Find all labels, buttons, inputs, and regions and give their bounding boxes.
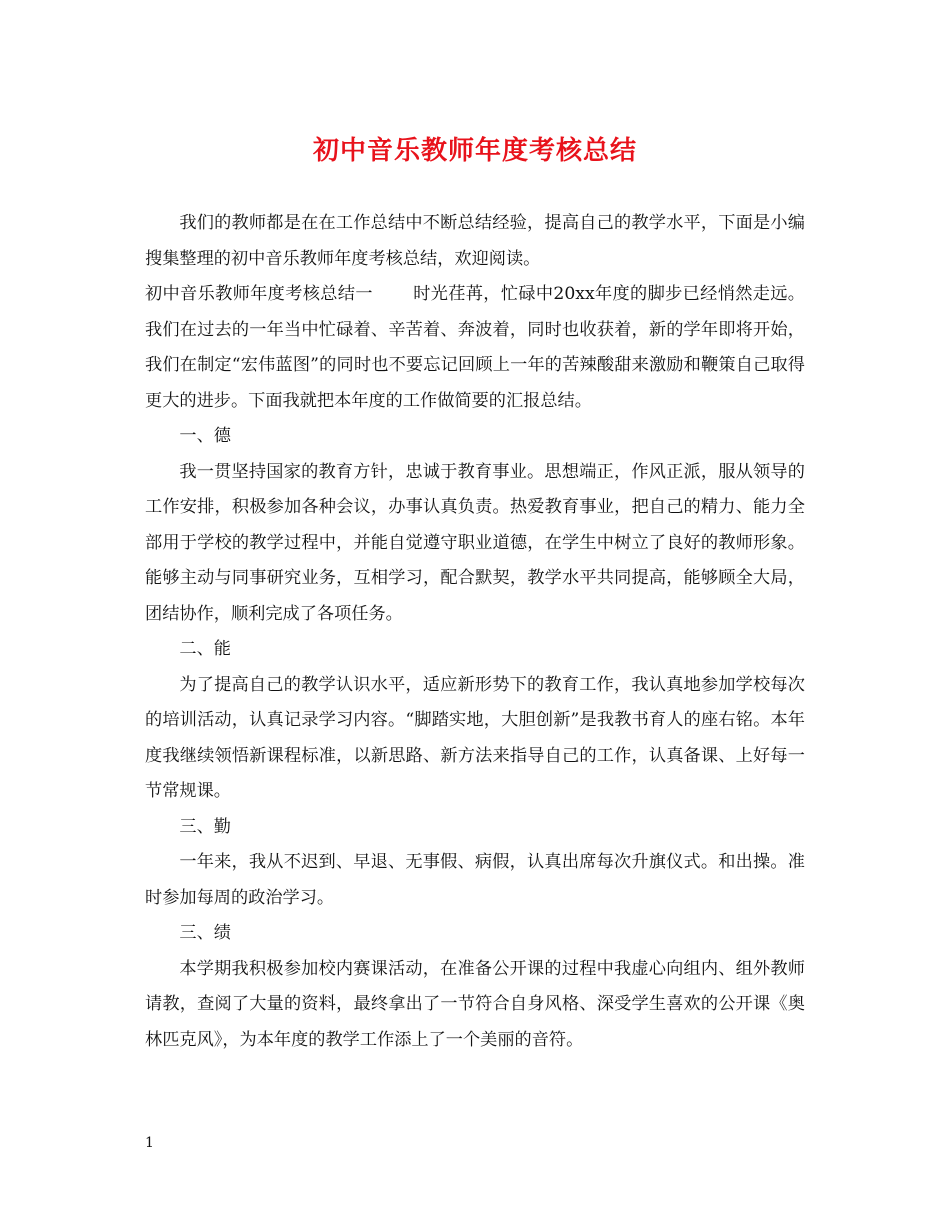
- subtitle-text: 初中音乐教师年度考核总结一: [145, 284, 373, 304]
- section-body: 一年来，我从不迟到、早退、无事假、病假，认真出席每次升旗仪式。和出操。准时参加每周的政治学习。: [145, 852, 805, 908]
- document-body: [145, 206, 805, 1058]
- section-body: 我一贯坚持国家的教育方针，忠诚于教育事业。思想端正，作风正派，服从领导的工作安排，积极参加各种会议，办事认真负责。热爱教育事业，把自己的精力、能力全部用于学校的教学过程中，并能自觉遵守职业道德，在学生中树立了良好的教师形象。能够主动与同事研究业务，互相学习，配合默契，教学水平共同提高，能够顾全大局，团结协作，顺利完成了各项任务。: [145, 461, 805, 624]
- intro-paragraph: 我们的教师都是在在工作总结中不断总结经验，提高自己的教学水平，下面是小编搜集整理的初中音乐教师年度考核总结，欢迎阅读。: [145, 213, 805, 269]
- section-body: 本学期我积极参加校内赛课活动，在准备公开课的过程中我虚心向组内、组外教师请教，查阅了大量的资料，最终拿出了一节符合自身风格、深受学生喜欢的公开课《奥林匹克风》，为本年度的教学工作添上了一个美丽的音符。: [145, 958, 805, 1050]
- page-number: 1: [145, 1135, 154, 1151]
- section-body: 为了提高自己的教学认识水平，适应新形势下的教育工作，我认真地参加学校每次的培训活动，认真记录学习内容。“脚踏实地，大胆创新”是我教书育人的座右铭。本年度我继续领悟新课程标准，以新思路、新方法来指导自己的工作，认真备课、上好每一节常规课。: [145, 674, 805, 801]
- document-title: 初中音乐教师年度考核总结: [312, 136, 637, 166]
- section-heading: 一、德: [179, 426, 231, 446]
- section-heading: 三、绩: [179, 923, 231, 943]
- opening-text: 时光荏苒，忙碌中20xx年度的脚步已经悄然走远。我们在过去的一年当中忙碌着、辛苦着、奔波着，同时也收获着，新的学年即将开始，我们在制定“宏伟蓝图”的同时也不要忘记回顾上一年的苦辣酸甜来激励和鞭策自己取得更大的进步。下面我就把本年度的工作做简要的汇报总结。: [145, 284, 805, 411]
- section-heading: 三、勤: [179, 816, 231, 837]
- section-heading: 二、能: [179, 639, 231, 659]
- opening-paragraph: [145, 277, 805, 419]
